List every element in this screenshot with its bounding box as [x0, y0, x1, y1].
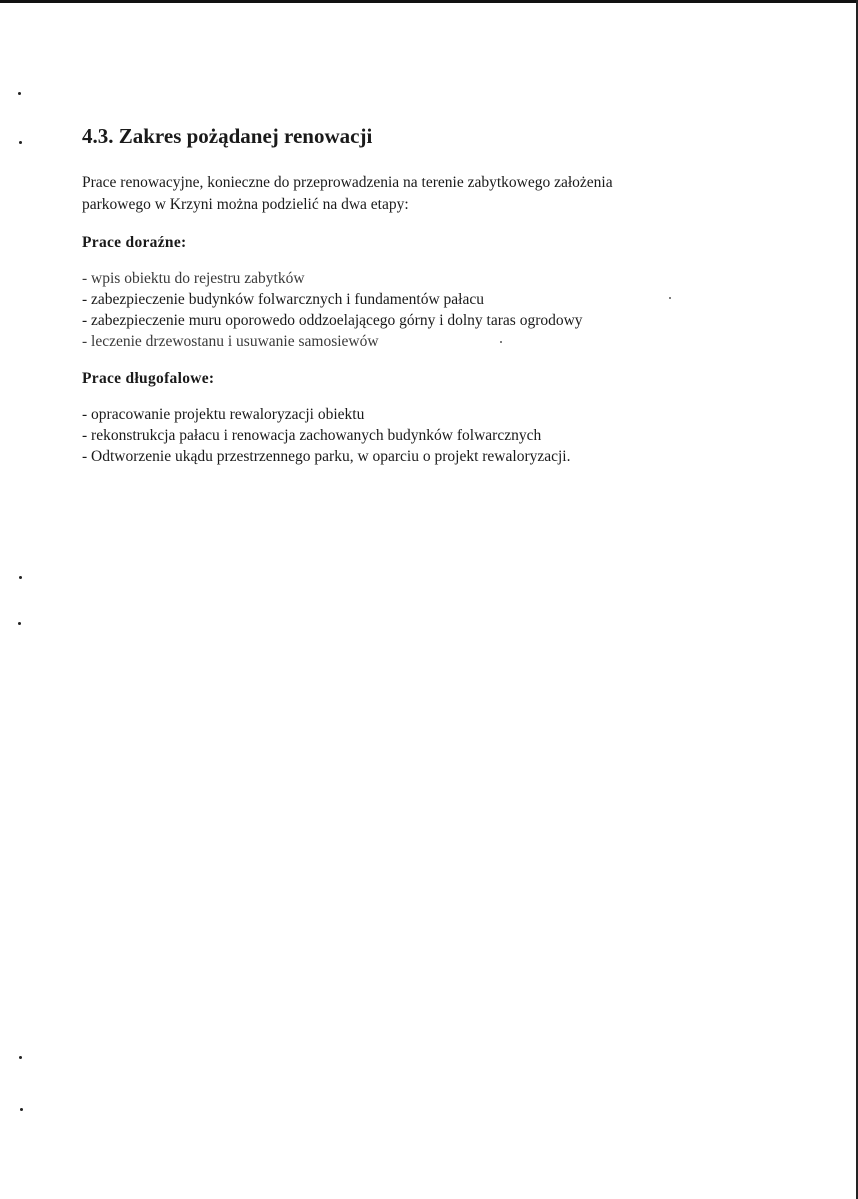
list-item: - opracowanie projektu rewaloryzacji obiektu	[82, 406, 365, 423]
intro-paragraph	[82, 172, 722, 216]
scan-speck	[19, 576, 22, 579]
list-item: - Odtworzenie ukądu przestrzennego parku, w oparciu o projekt rewaloryzacji.	[82, 448, 571, 465]
scan-speck	[18, 92, 21, 95]
scan-speck	[19, 1056, 22, 1059]
longterm-works-heading: Prace długofalowe:	[82, 370, 215, 387]
scan-speck	[19, 141, 22, 144]
list-item: - zabezpieczenie muru oporowedo oddzoelającego górny i dolny taras ogrodowy	[82, 312, 583, 329]
longterm-works-list	[82, 404, 722, 467]
document-content	[82, 122, 722, 483]
urgent-works-list	[82, 268, 722, 352]
list-item: - wpis obiektu do rejestru zabytków	[82, 270, 305, 287]
intro-line: parkowego w Krzyni można podzielić na dwa etapy:	[82, 196, 409, 213]
scan-speck	[18, 622, 21, 625]
urgent-works-heading: Prace doraźne:	[82, 234, 187, 251]
scan-top-edge	[0, 0, 858, 3]
list-item: - leczenie drzewostanu i usuwanie samosiewów	[82, 333, 379, 350]
list-item: - zabezpieczenie budynków folwarcznych i fundamentów pałacu	[82, 291, 484, 308]
scan-speck	[20, 1108, 23, 1111]
section-heading: 4.3. Zakres pożądanej renowacji	[82, 124, 373, 148]
list-item: - rekonstrukcja pałacu i renowacja zachowanych budynków folwarcznych	[82, 427, 542, 444]
intro-line: Prace renowacyjne, konieczne do przeprowadzenia na terenie zabytkowego założenia	[82, 174, 613, 191]
